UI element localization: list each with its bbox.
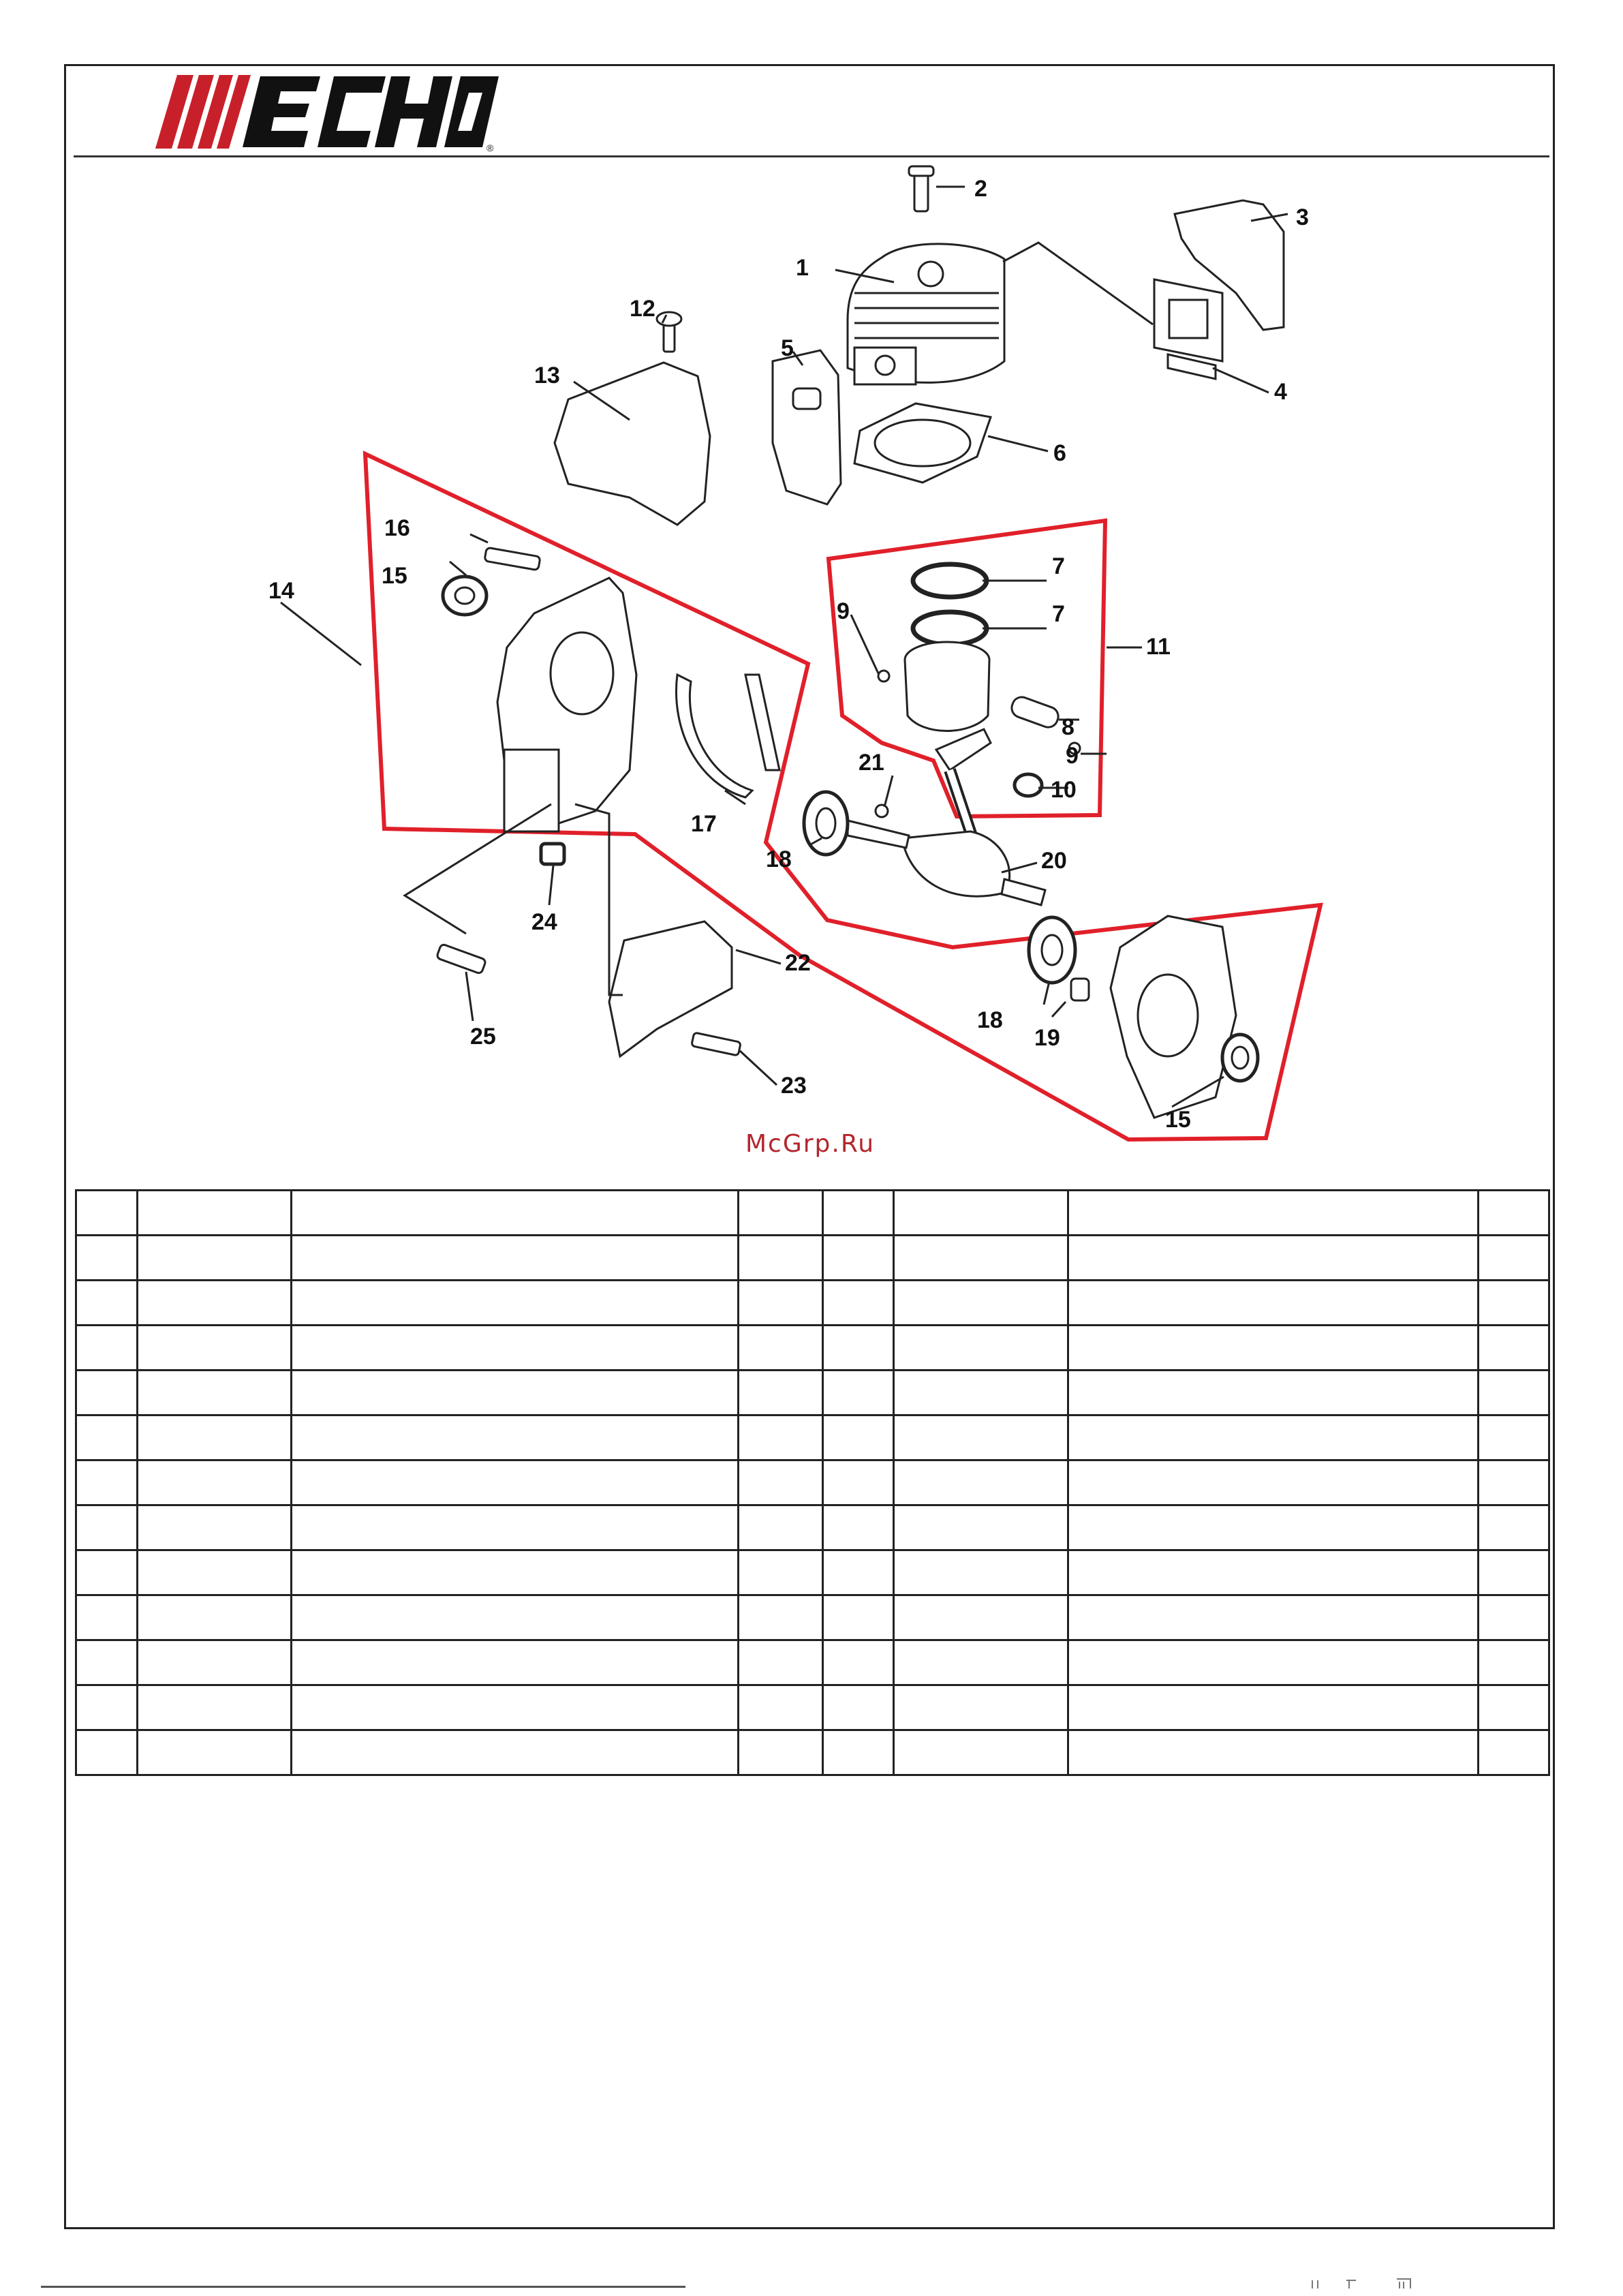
table-cell [823, 1371, 894, 1415]
table-cell [292, 1281, 739, 1326]
table-cell [292, 1730, 739, 1775]
table-cell [1068, 1595, 1479, 1640]
table-cell [1479, 1595, 1549, 1640]
table-cell [739, 1415, 823, 1460]
table-cell [894, 1595, 1068, 1640]
table-cell [1479, 1640, 1549, 1685]
callout-2: 2 [974, 176, 987, 202]
table-cell [1068, 1640, 1479, 1685]
table-cell [1479, 1685, 1549, 1730]
table-cell [76, 1595, 138, 1640]
table-cell [292, 1595, 739, 1640]
table-cell [739, 1595, 823, 1640]
table-cell [894, 1371, 1068, 1415]
table-cell [1479, 1236, 1549, 1281]
table-cell [138, 1371, 292, 1415]
callout-5: 5 [781, 335, 794, 361]
table-cell [739, 1505, 823, 1550]
table-cell [739, 1730, 823, 1775]
cylinder [848, 244, 1004, 384]
table-cell [138, 1595, 292, 1640]
table-row [76, 1460, 1549, 1505]
parts-list-table [75, 1189, 1550, 1776]
table-cell [823, 1415, 894, 1460]
callout-7-lower: 7 [1052, 601, 1065, 627]
table-cell [823, 1685, 894, 1730]
table-cell [1479, 1281, 1549, 1326]
table-cell [1068, 1236, 1479, 1281]
table-cell [138, 1326, 292, 1371]
table-cell [76, 1236, 138, 1281]
table-cell [894, 1730, 1068, 1775]
table-cell [1068, 1415, 1479, 1460]
table-cell [1479, 1460, 1549, 1505]
table-cell [1068, 1460, 1479, 1505]
table-cell [1479, 1505, 1549, 1550]
table-cell [1068, 1191, 1479, 1236]
callout-23: 23 [781, 1073, 807, 1099]
callout-21: 21 [859, 750, 884, 776]
crankcase-right [1111, 916, 1236, 1118]
callout-15-right: 15 [1165, 1107, 1191, 1133]
piston-ring-lower [913, 612, 987, 645]
callout-13: 13 [534, 363, 560, 388]
table-cell [894, 1640, 1068, 1685]
table-cell [138, 1415, 292, 1460]
echo-logo [151, 72, 499, 153]
table-cell [739, 1371, 823, 1415]
table-cell [292, 1550, 739, 1595]
bearing-right [1029, 917, 1075, 983]
table-cell [739, 1550, 823, 1595]
crankcase-bolt [484, 547, 540, 570]
callout-15-left: 15 [382, 563, 407, 589]
table-row [76, 1550, 1549, 1595]
table-cell [1479, 1191, 1549, 1236]
watermark: McGrp.Ru [745, 1130, 876, 1158]
cylinder-cover [555, 363, 710, 525]
table-cell [138, 1505, 292, 1550]
cylinder-gasket [773, 350, 841, 504]
table-cell [823, 1640, 894, 1685]
table-cell [823, 1236, 894, 1281]
table-cell [823, 1550, 894, 1595]
footer-marks [1308, 2275, 1431, 2291]
table-cell [138, 1281, 292, 1326]
callout-9-right: 9 [1066, 743, 1079, 769]
callout-8: 8 [1062, 714, 1075, 740]
callout-12: 12 [630, 296, 655, 322]
table-cell [823, 1191, 894, 1236]
registered-mark: ® [486, 142, 494, 153]
table-cell [76, 1460, 138, 1505]
table-cell [823, 1595, 894, 1640]
table-cell [76, 1191, 138, 1236]
table-cell [1068, 1730, 1479, 1775]
callout-4: 4 [1274, 379, 1287, 405]
table-cell [739, 1685, 823, 1730]
callout-18-left: 18 [766, 846, 792, 872]
oil-seal-right [1222, 1035, 1258, 1081]
table-cell [1068, 1550, 1479, 1595]
table-cell [823, 1326, 894, 1371]
table-cell [1479, 1730, 1549, 1775]
table-cell [739, 1236, 823, 1281]
table-cell [292, 1415, 739, 1460]
table-cell [76, 1326, 138, 1371]
table-cell [739, 1640, 823, 1685]
callout-17: 17 [691, 811, 717, 837]
circlip-left [878, 671, 889, 682]
table-cell [76, 1685, 138, 1730]
table-cell [76, 1505, 138, 1550]
callout-24: 24 [531, 909, 557, 935]
callout-10: 10 [1051, 777, 1077, 803]
table-cell [1479, 1326, 1549, 1371]
callout-19: 19 [1034, 1025, 1060, 1051]
callout-3: 3 [1296, 204, 1309, 230]
table-cell [292, 1640, 739, 1685]
mount-bolt [436, 944, 486, 975]
table-cell [823, 1730, 894, 1775]
table-cell [138, 1460, 292, 1505]
table-cell [739, 1460, 823, 1505]
table-cell [894, 1505, 1068, 1550]
table-row [76, 1326, 1549, 1371]
insert-nut [541, 844, 564, 864]
callout-22: 22 [785, 950, 811, 976]
table-cell [1479, 1415, 1549, 1460]
table-row [76, 1236, 1549, 1281]
table-cell [894, 1191, 1068, 1236]
table-cell [76, 1415, 138, 1460]
table-row [76, 1191, 1549, 1236]
table-cell [1479, 1550, 1549, 1595]
needle-bearing [1015, 774, 1042, 796]
table-row [76, 1685, 1549, 1730]
callout-25: 25 [470, 1024, 496, 1050]
table-cell [894, 1415, 1068, 1460]
table-cell [76, 1640, 138, 1685]
table-cell [1068, 1371, 1479, 1415]
table-cell [138, 1236, 292, 1281]
table-cell [823, 1505, 894, 1550]
table-cell [138, 1550, 292, 1595]
table-row [76, 1505, 1549, 1550]
table-cell [894, 1281, 1068, 1326]
table-cell [292, 1505, 739, 1550]
callout-18-right: 18 [977, 1007, 1003, 1033]
table-cell [894, 1236, 1068, 1281]
callout-6: 6 [1053, 440, 1066, 466]
table-cell [1068, 1281, 1479, 1326]
table-row [76, 1730, 1549, 1775]
piston-ring-upper [913, 564, 987, 597]
exploded-parts-diagram [64, 157, 1555, 1165]
crankcase-gasket [676, 675, 779, 797]
table-cell [894, 1550, 1068, 1595]
table-cell [739, 1326, 823, 1371]
table-cell [1068, 1326, 1479, 1371]
crankcase-left [497, 578, 636, 831]
table-cell [76, 1371, 138, 1415]
callout-20: 20 [1041, 848, 1067, 874]
callout-1: 1 [796, 255, 809, 281]
table-cell [76, 1550, 138, 1595]
dowel-pin [1071, 979, 1089, 1000]
table-cell [138, 1685, 292, 1730]
table-cell [739, 1281, 823, 1326]
callout-16: 16 [384, 515, 410, 541]
table-cell [292, 1371, 739, 1415]
table-cell [138, 1191, 292, 1236]
table-cell [823, 1281, 894, 1326]
footer-rule [41, 2286, 685, 2288]
table-cell [1068, 1685, 1479, 1730]
callout-9-left: 9 [837, 598, 850, 624]
table-cell [894, 1326, 1068, 1371]
table-cell [894, 1685, 1068, 1730]
table-cell [292, 1685, 739, 1730]
table-row [76, 1640, 1549, 1685]
table-cell [138, 1730, 292, 1775]
plate-screw [692, 1032, 741, 1056]
oil-seal-left [443, 577, 486, 615]
table-cell [292, 1460, 739, 1505]
table-cell [138, 1640, 292, 1685]
table-cell [76, 1281, 138, 1326]
table-cell [292, 1326, 739, 1371]
callout-14: 14 [268, 578, 294, 604]
table-cell [292, 1236, 739, 1281]
table-cell [76, 1730, 138, 1775]
table-cell [823, 1460, 894, 1505]
callout-7-upper: 7 [1052, 553, 1065, 579]
table-row [76, 1595, 1549, 1640]
table-cell [1068, 1505, 1479, 1550]
piston-pin [1009, 694, 1061, 730]
cylinder-bolt [914, 172, 928, 211]
table-cell [1479, 1371, 1549, 1415]
table-row [76, 1281, 1549, 1326]
table-cell [292, 1191, 739, 1236]
table-cell [894, 1460, 1068, 1505]
table-row [76, 1415, 1549, 1460]
callout-11: 11 [1146, 634, 1171, 660]
table-cell [739, 1191, 823, 1236]
woodruff-key [876, 805, 888, 817]
muffler-gasket [1154, 279, 1222, 379]
table-row [76, 1371, 1549, 1415]
piston [905, 642, 989, 731]
